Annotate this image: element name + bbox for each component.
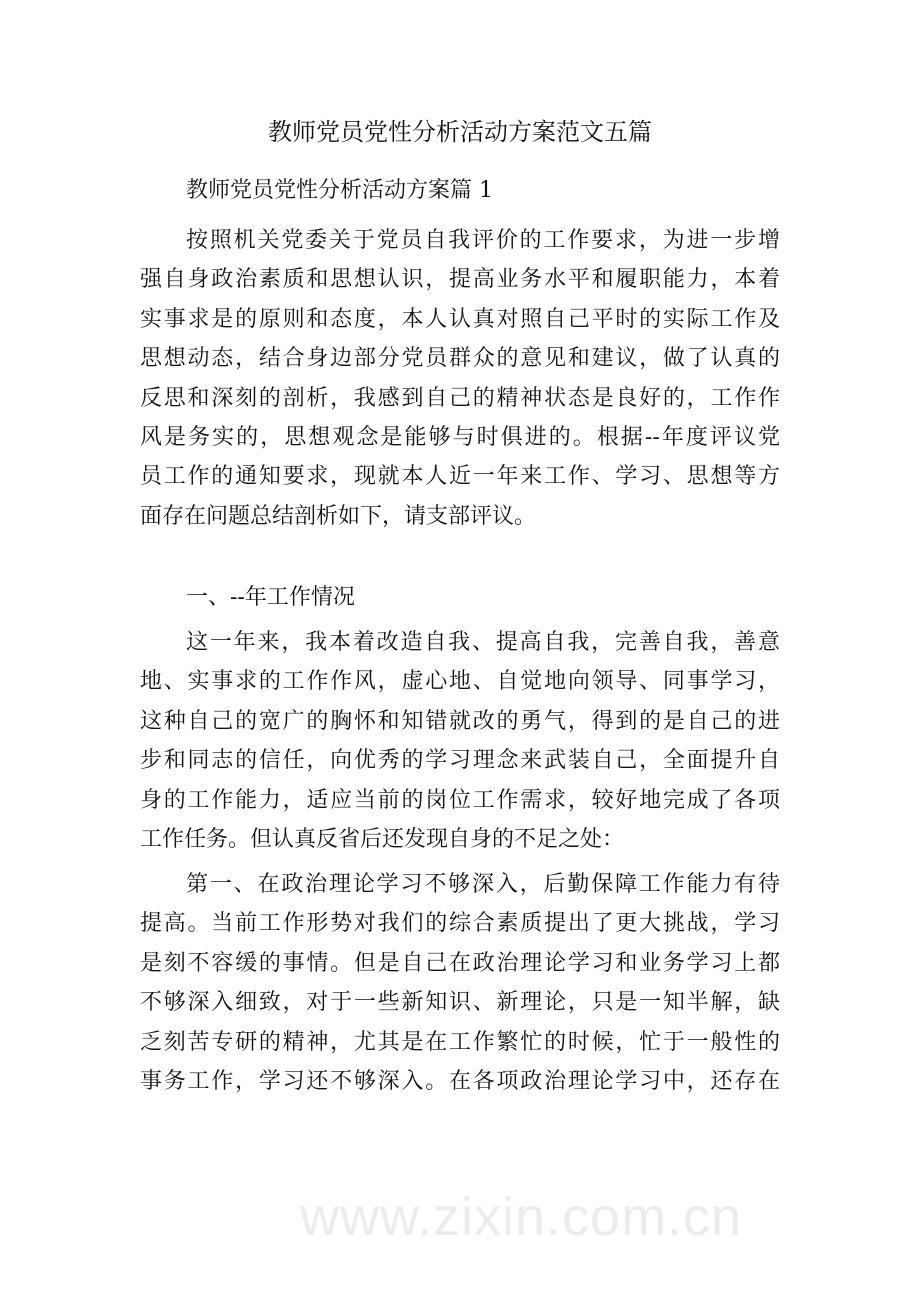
paragraph-line: 是刻不容缓的事情。但是自己在政治理论学习和业务学习上都 [140, 950, 780, 976]
paragraph-line: 事务工作，学习还不够深入。在各项政治理论学习中，还存在 [140, 1069, 780, 1094]
paragraph-line: 实事求是的原则和态度，本人认真对照自己平时的实际工作及 [140, 306, 780, 332]
paragraph-line: 强自身政治素质和思想认识，提高业务水平和履职能力，本着 [140, 267, 780, 293]
document-title: 教师党员党性分析活动方案范文五篇 [268, 118, 652, 146]
paragraph-line: 不够深入细致，对于一些新知识、新理论，只是一知半解，缺 [140, 990, 780, 1016]
paragraph-line: 思想动态，结合身边部分党员群众的意见和建议，做了认真的 [140, 346, 780, 372]
paragraph-line: 按照机关党委关于党员自我评价的工作要求，为进一步增 [186, 228, 780, 253]
paragraph-line: 第一、在政治理论学习不够深入，后勤保障工作能力有待 [186, 872, 780, 897]
watermark: www.zixin.com.cn [300, 1187, 743, 1247]
paragraph-line: 乏刻苦专研的精神，尤其是在工作繁忙的时候，忙于一般性的 [140, 1029, 780, 1055]
paragraph-line: 风是务实的，思想观念是能够与时俱进的。根据--年度评议党 [140, 425, 780, 450]
paragraph-line: 面存在问题总结剖析如下，请支部评议。 [140, 503, 537, 529]
subsection-heading: 一、--年工作情况 [186, 585, 355, 610]
paragraph-line: 提高。当前工作形势对我们的综合素质提出了更大挑战，学习 [140, 911, 780, 937]
paragraph-line: 工作任务。但认真反省后还发现自身的不足之处： [140, 827, 625, 852]
paragraph-line: 这一年来，我本着改造自我、提高自我，完善自我，善意 [186, 630, 780, 655]
paragraph-line: 地、实事求的工作作风，虚心地、自觉地向领导、同事学习， [140, 669, 780, 695]
paragraph-line: 反思和深刻的剖析，我感到自己的精神状态是良好的，工作作 [140, 385, 780, 411]
paragraph-line: 步和同志的信任，向优秀的学习理念来武装自己，全面提升自 [140, 748, 780, 774]
paragraph-line: 身的工作能力，适应当前的岗位工作需求，较好地完成了各项 [140, 787, 780, 813]
section-heading: 教师党员党性分析活动方案篇 1 [186, 178, 493, 203]
paragraph-line: 这种自己的宽广的胸怀和知错就改的勇气，得到的是自己的进 [140, 708, 780, 734]
paragraph-line: 员工作的通知要求，现就本人近一年来工作、学习、思想等方 [140, 464, 780, 490]
